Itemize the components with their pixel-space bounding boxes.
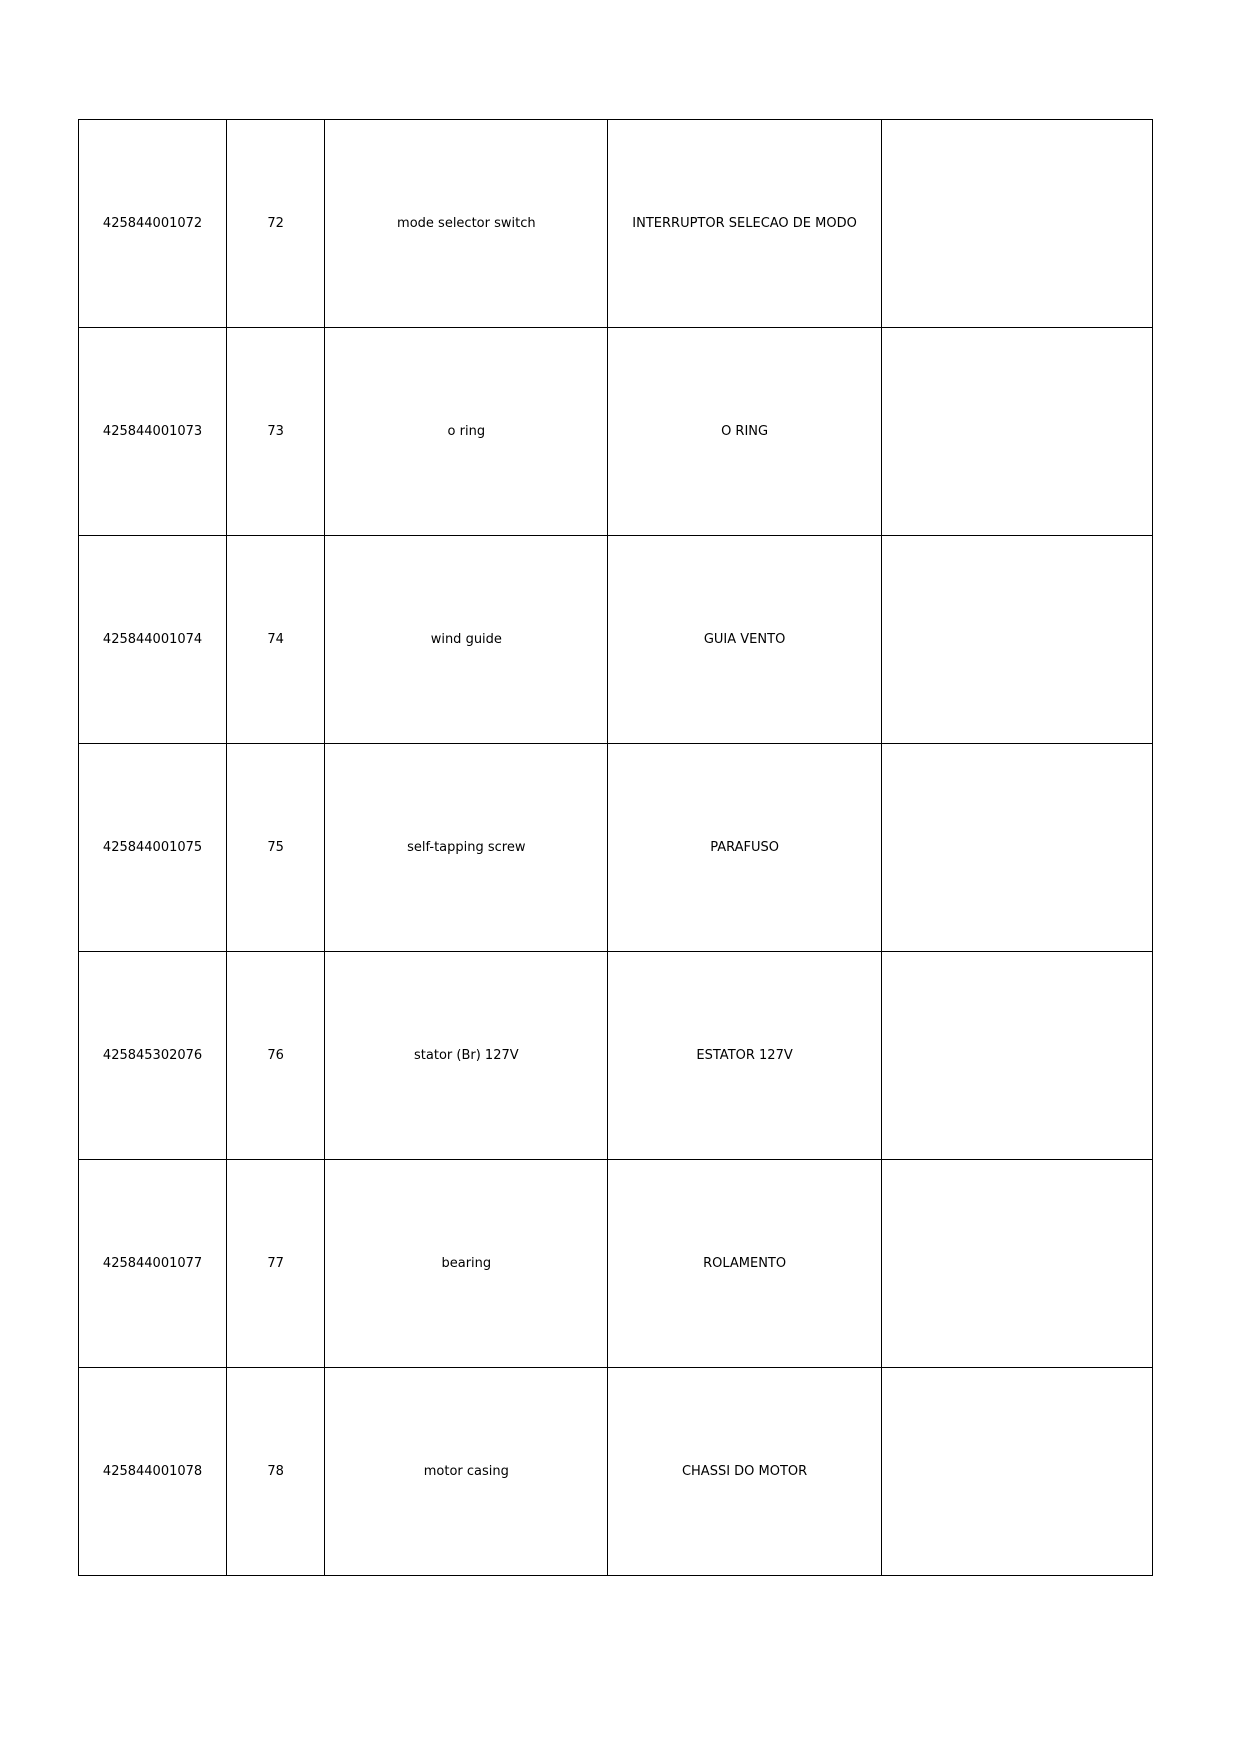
description-en-cell: wind guide: [325, 536, 608, 744]
note-cell: [881, 120, 1152, 328]
description-en-cell: stator (Br) 127V: [325, 952, 608, 1160]
description-en-cell: o ring: [325, 328, 608, 536]
description-en-cell: motor casing: [325, 1368, 608, 1576]
note-cell: [881, 328, 1152, 536]
note-cell: [881, 1368, 1152, 1576]
part-code-cell: 425844001074: [79, 536, 227, 744]
part-code-cell: 425844001078: [79, 1368, 227, 1576]
part-code-cell: 425844001075: [79, 744, 227, 952]
description-pt-cell: INTERRUPTOR SELECAO DE MODO: [608, 120, 881, 328]
part-code-cell: 425844001073: [79, 328, 227, 536]
table-row: [79, 952, 1153, 1160]
table-row: [79, 536, 1153, 744]
part-code-cell: 425844001077: [79, 1160, 227, 1368]
description-en-cell: mode selector switch: [325, 120, 608, 328]
note-cell: [881, 536, 1152, 744]
note-cell: [881, 1160, 1152, 1368]
table-row: [79, 744, 1153, 952]
part-code-cell: 425844001072: [79, 120, 227, 328]
description-en-cell: bearing: [325, 1160, 608, 1368]
description-pt-cell: O RING: [608, 328, 881, 536]
position-cell: 74: [227, 536, 325, 744]
description-en-cell: self-tapping screw: [325, 744, 608, 952]
note-cell: [881, 952, 1152, 1160]
description-pt-cell: ESTATOR 127V: [608, 952, 881, 1160]
table-row: [79, 328, 1153, 536]
table-row: [79, 120, 1153, 328]
position-cell: 73: [227, 328, 325, 536]
description-pt-cell: PARAFUSO: [608, 744, 881, 952]
description-pt-cell: ROLAMENTO: [608, 1160, 881, 1368]
table-row: [79, 1368, 1153, 1576]
table-row: [79, 1160, 1153, 1368]
position-cell: 72: [227, 120, 325, 328]
position-cell: 75: [227, 744, 325, 952]
position-cell: 76: [227, 952, 325, 1160]
note-cell: [881, 744, 1152, 952]
parts-table: [78, 119, 1153, 1576]
position-cell: 78: [227, 1368, 325, 1576]
description-pt-cell: GUIA VENTO: [608, 536, 881, 744]
part-code-cell: 425845302076: [79, 952, 227, 1160]
description-pt-cell: CHASSI DO MOTOR: [608, 1368, 881, 1576]
position-cell: 77: [227, 1160, 325, 1368]
